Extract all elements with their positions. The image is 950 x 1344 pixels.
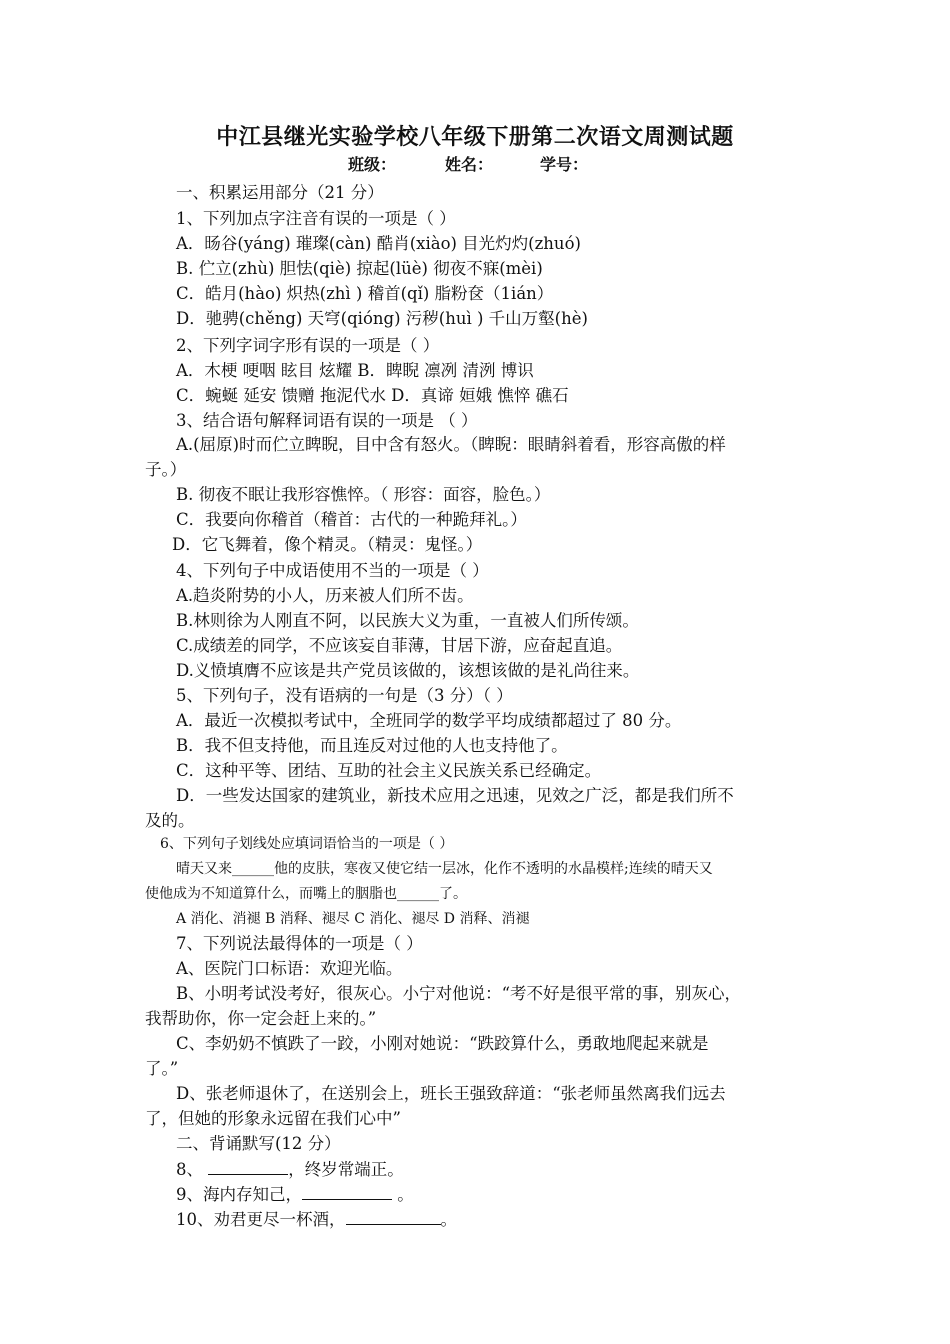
recitation-item: [176, 1183, 414, 1206]
text-line: B．我不但支持他，而且连反对过他的人也支持他了。: [176, 736, 568, 755]
text-line: 及的。: [145, 811, 195, 830]
text-line: C．皓月(hào) 炽热(zhì ) 稽首(qǐ) 脂粉奁（1ián）: [176, 284, 554, 303]
text-line: B. 彻夜不眠让我形容憔悴。（ 形容：面容，脸色。）: [176, 485, 551, 504]
text-line: C.成绩差的同学，不应该妄自菲薄，甘居下游，应奋起直追。: [176, 636, 623, 655]
text-line: 7、下列说法最得体的一项是（ ）: [176, 934, 423, 953]
text-line: 5、下列句子，没有语病的一句是（3 分）（ ）: [176, 686, 513, 705]
name-label: 姓名：: [445, 155, 494, 174]
text-line: 6、下列句子划线处应填词语恰当的一项是（ ）: [160, 836, 454, 852]
recitation-suffix: 。: [440, 1210, 457, 1229]
page-title: 中江县继光实验学校八年级下册第二次语文周测试题: [216, 124, 734, 150]
text-line: A．木梗 哽咽 眩目 炫耀 B．睥睨 凛冽 清洌 博识: [176, 361, 534, 380]
text-line: A 消化、消褪 B 消释、褪尽 C 消化、褪尽 D 消释、消褪: [176, 911, 530, 927]
text-line: D．驰骋(chěng) 天穹(qióng) 污秽(huì ) 千山万壑(hè): [176, 309, 588, 328]
recitation-prompt: 9、海内存知己，: [176, 1185, 302, 1204]
recitation-item: [176, 1208, 457, 1231]
text-line: 2、下列字词字形有误的一项是（ ）: [176, 336, 440, 355]
class-label: 班级：: [348, 155, 397, 174]
answer-blank[interactable]: [346, 1208, 441, 1225]
recitation-suffix: ，终岁常端正。: [288, 1160, 404, 1179]
text-line: 1、下列加点字注音有误的一项是（ ）: [176, 209, 456, 228]
id-label: 学号：: [540, 155, 589, 174]
recitation-prompt: 10、劝君更尽一杯酒，: [176, 1210, 346, 1229]
text-line: 了，但她的形象永远留在我们心中”: [145, 1109, 401, 1128]
text-line: 子。）: [145, 460, 187, 479]
text-line: B、小明考试没考好，很灰心。小宁对他说：“考不好是很平常的事，别灰心，: [176, 984, 742, 1003]
text-line: B. 伫立(zhù) 胆怯(qiè) 掠起(lüè) 彻夜不寐(mèi): [176, 259, 543, 278]
text-line: 4、下列句子中成语使用不当的一项是（ ）: [176, 561, 489, 580]
text-line: A、医院门口标语：欢迎光临。: [176, 959, 403, 978]
text-line: D、张老师退休了，在送别会上，班长王强致辞道：“张老师虽然离我们远去: [176, 1084, 726, 1103]
answer-blank[interactable]: [208, 1158, 288, 1175]
text-line: D．一些发达国家的建筑业，新技术应用之迅速，见效之广泛，都是我们所不: [176, 786, 734, 805]
text-line: 3、结合语句解释词语有误的一项是 （ ）: [176, 411, 478, 430]
text-line: A．最近一次模拟考试中，全班同学的数学平均成绩都超过了 80 分。: [176, 711, 682, 730]
recitation-suffix: 。: [392, 1185, 414, 1204]
text-line: A．旸谷(yáng) 璀璨(càn) 酷肖(xiào) 目光灼灼(zhuó): [176, 234, 581, 253]
text-line: 二、背诵默写(12 分）: [176, 1134, 341, 1153]
text-line: C．蜿蜒 延安 馈赠 拖泥代水 D．真谛 姮娥 憔悴 礁石: [176, 386, 569, 405]
text-line: A.趋炎附势的小人，历来被人们所不齿。: [176, 586, 474, 605]
text-line: C．这种平等、团结、互助的社会主义民族关系已经确定。: [176, 761, 602, 780]
text-line: 一、积累运用部分（21 分）: [176, 183, 384, 202]
recitation-item: [176, 1158, 404, 1181]
text-line: D．它飞舞着，像个精灵。（精灵：鬼怪。）: [172, 535, 483, 554]
text-line: A.(屈原)时而伫立睥睨，目中含有怒火。（睥睨：眼睛斜着看，形容高傲的样: [176, 435, 726, 454]
text-line: C、李奶奶不慎跌了一跤，小刚对她说：“跌跤算什么，勇敢地爬起来就是: [176, 1034, 709, 1053]
text-line: 了。”: [145, 1059, 179, 1078]
text-line: B.林则徐为人刚直不阿，以民族大义为重，一直被人们所传颂。: [176, 611, 639, 630]
answer-blank[interactable]: [302, 1183, 392, 1200]
text-line: 使他成为不知道算什么，而嘴上的胭脂也______了。: [145, 886, 467, 902]
text-line: 我帮助你，你一定会赶上来的。”: [145, 1009, 377, 1028]
recitation-prompt: 8、: [176, 1160, 209, 1179]
text-line: D.义愤填膺不应该是共产党员该做的，该想该做的是礼尚往来。: [176, 661, 640, 680]
text-line: 晴天又来______他的皮肤，寒夜又使它结一层冰，化作不透明的水晶模样;连续的晴天又: [176, 861, 713, 877]
text-line: C．我要向你稽首（稽首：古代的一种跪拜礼。）: [176, 510, 527, 529]
